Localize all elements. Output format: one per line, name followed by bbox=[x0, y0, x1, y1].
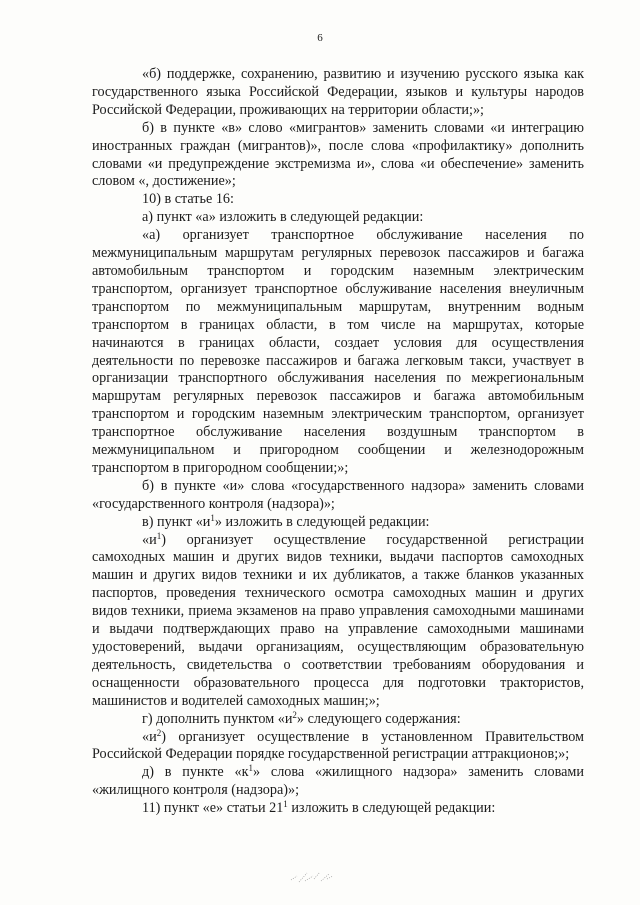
paragraph bbox=[92, 711, 584, 729]
superscript: 1 bbox=[283, 799, 288, 810]
paragraph bbox=[92, 120, 584, 192]
paragraph-text: а) пункт «а» изложить в следующей редакции: bbox=[142, 209, 424, 226]
paragraph-text: «а) организует транспортное обслуживание населения по межмуниципальным маршрутам регулярных перевозок пассажиров и багажа автомобильным транспортом и городским наземным электрическим транспортом, организует транспортное обслуживание населения внеуличным транспортом по межмуниципальным маршрутам, внутренним водным транспортом в границах области, в том числе на маршрутах, которые начинаются в границах области, создает условия для осуществления деятельности по перевозке пассажиров и багажа легковым такси, участвует в организации транспортного обслуживания населения по межрегиональным маршрутам регулярных перевозок пассажиров и багажа автомобильным транспортом и городским наземным электрическим транспортом, организует транспортное обслуживание населения воздушным транспортом в межмуниципальном и пригородном сообщении и железнодорожным транспортом в пригородном сообщении;»; bbox=[92, 227, 584, 476]
paragraph bbox=[92, 800, 584, 818]
paragraph bbox=[92, 514, 584, 532]
paragraph-text: в) пункт «и bbox=[142, 513, 211, 530]
document-body bbox=[92, 66, 584, 818]
paragraph-text: «б) поддержке, сохранению, развитию и изучению русского языка как государственного языка Российской Федерации, языков и культуры народов Российской Федерации, проживающих на территории области;»; bbox=[92, 66, 584, 118]
paragraph-text: «и bbox=[142, 531, 157, 548]
scan-mark-graphic bbox=[287, 864, 337, 886]
paragraph bbox=[92, 532, 584, 711]
paragraph-text: г) дополнить пунктом «и bbox=[142, 710, 293, 727]
paragraph-text: » слова «жилищного надзора» заменить словами «жилищного контроля (надзора)»; bbox=[92, 764, 584, 799]
paragraph bbox=[92, 478, 584, 514]
paragraph bbox=[92, 209, 584, 227]
page-number: 6 bbox=[317, 32, 323, 44]
paragraph-text: ) организует осуществление в установленном Правительством Российской Федерации порядке государственной регистрации аттракционов;»; bbox=[92, 728, 584, 763]
paragraph-text: б) в пункте «в» слово «мигрантов» заменить словами «и интеграцию иностранных граждан (мигрантов)», после слова «профилактику» дополнить словами «и предупреждение экстремизма и», слова «и обеспечение» заменить словом «, достижение»; bbox=[92, 119, 584, 190]
superscript: 1 bbox=[248, 763, 254, 774]
superscript: 1 bbox=[156, 530, 162, 541]
paragraph bbox=[92, 191, 584, 209]
paragraph-text: б) в пункте «и» слова «государственного надзора» заменить словами «государственного контроля (надзора)»; bbox=[92, 477, 584, 512]
paragraph bbox=[92, 227, 584, 478]
paragraph bbox=[92, 66, 584, 120]
paragraph bbox=[92, 764, 584, 800]
paragraph-text: ) организует осуществление государственной регистрации самоходных машин и других видов техники, выдачи паспортов самоходных машин и других видов техники и их дубликатов, а также бланков указанных паспортов, проведения технического осмотра самоходных машин и других видов техники, приема экзаменов на право управления самоходными машинами и выдачи подтверждающих право на управление самоходными машинами удостоверений, выдачи организациям, осуществляющим образовательную деятельность, свидетельства о соответствии требованиям оборудования и оснащенности образовательного процесса для подготовки трактористов, машинистов и водителей самоходных машин;»; bbox=[92, 531, 584, 709]
paragraph-text: изложить в следующей редакции: bbox=[287, 800, 496, 817]
paragraph-text: 10) в статье 16: bbox=[142, 191, 234, 208]
paragraph-text: д) в пункте «к bbox=[142, 764, 249, 781]
paragraph-text: » следующего содержания: bbox=[296, 710, 461, 727]
superscript: 2 bbox=[156, 727, 162, 738]
superscript: 1 bbox=[210, 512, 215, 523]
paragraph-text: » изложить в следующей редакции: bbox=[214, 513, 430, 530]
paragraph-text: «и bbox=[142, 728, 157, 745]
paragraph bbox=[92, 729, 584, 765]
paragraph-text: 11) пункт «е» статьи 21 bbox=[142, 800, 284, 817]
superscript: 2 bbox=[292, 709, 297, 720]
